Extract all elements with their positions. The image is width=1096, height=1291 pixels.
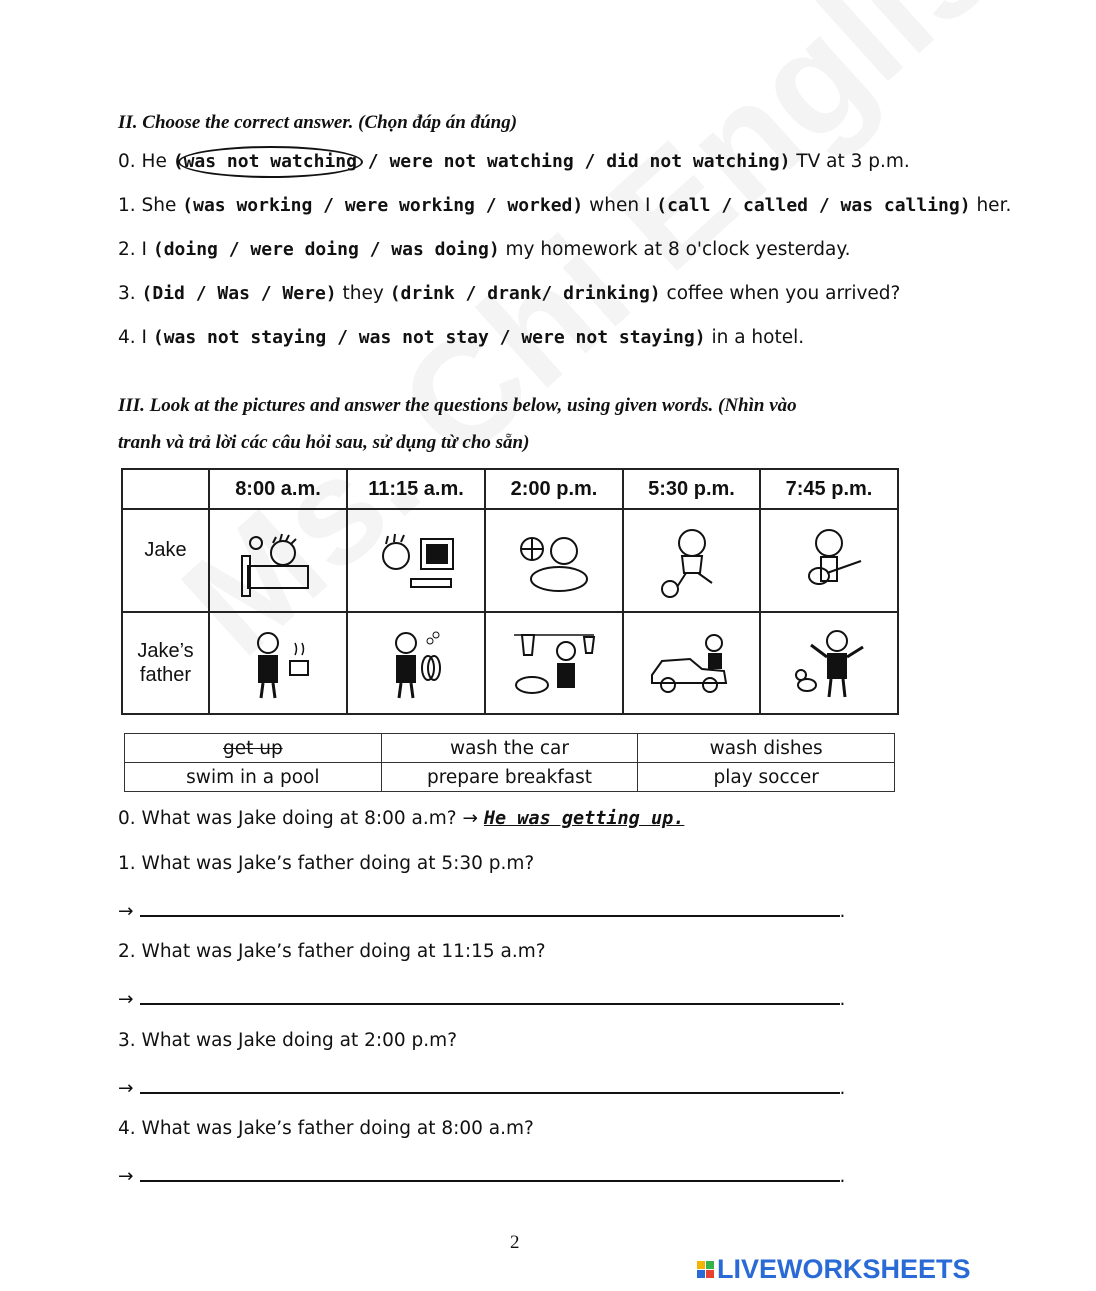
item-prefix: 3. [118, 283, 142, 304]
options-group[interactable]: (doing / were doing / was doing) [152, 239, 500, 260]
arrow-icon: → [118, 989, 134, 1010]
question-row-0 [118, 151, 910, 172]
item-prefix: 0. He [118, 151, 173, 172]
jake-waking-up-icon [209, 509, 347, 611]
father-dog-icon [760, 612, 898, 714]
section-3-title-line2: tranh và trả lời các câu hỏi sau, sử dụng từ cho sẵn) [118, 432, 530, 453]
word-bank-row [125, 734, 895, 763]
question-row-2 [118, 239, 851, 260]
word-bank-cell: wash the car [381, 734, 638, 763]
options-group[interactable]: (drink / drank/ drinking) [389, 283, 661, 304]
options-group[interactable]: (was not watching / were not watching / did not watching) [172, 151, 791, 172]
father-laundry-icon [485, 612, 623, 714]
options-group[interactable]: (call / called / was calling) [656, 195, 971, 216]
word-bank-row [125, 763, 895, 792]
word-bank-table [124, 733, 895, 792]
row-label-line1: Jake’s [137, 639, 194, 662]
liveworksheets-logo[interactable] [697, 1254, 971, 1285]
jake-eating-icon [485, 509, 623, 611]
answer-line-4[interactable] [118, 1162, 845, 1187]
options-group[interactable]: (was not staying / was not stay / were not staying) [152, 327, 706, 348]
item-suffix: her. [970, 195, 1012, 216]
item-prefix: 4. I [118, 327, 153, 348]
item-suffix: my homework at 8 o'clock yesterday. [499, 239, 851, 260]
father-car-icon [623, 612, 760, 714]
question-4: 4. What was Jake’s father doing at 8:00 a.m? [118, 1118, 534, 1139]
word-bank-cell: get up [125, 734, 382, 763]
answer-line-1[interactable] [118, 897, 845, 922]
example-answer: He was getting up. [483, 808, 685, 829]
picture-table [121, 468, 899, 715]
item-suffix: in a hotel. [705, 327, 805, 348]
time-header: 5:30 p.m. [623, 469, 760, 509]
time-header: 7:45 p.m. [760, 469, 898, 509]
row-label-line2: father [139, 663, 192, 686]
jake-computer-icon [347, 509, 485, 611]
section-3-title-line1: III. Look at the pictures and answer the questions below, using given words. (Nhìn vào [118, 395, 797, 416]
item-prefix: 1. She [118, 195, 183, 216]
logo-text: LIVEWORKSHEETS [717, 1254, 971, 1284]
page-number: 2 [510, 1232, 520, 1253]
logo-squares-icon [697, 1261, 714, 1278]
jake-guitar-icon [760, 509, 898, 611]
full-stop: . [839, 1166, 846, 1187]
time-header: 8:00 a.m. [209, 469, 347, 509]
row-label-jake: Jake [122, 509, 209, 611]
arrow-icon: → [118, 901, 134, 922]
question-row-3 [118, 283, 900, 304]
question-row-4 [118, 327, 804, 348]
jake-soccer-icon [623, 509, 760, 611]
answer-blank[interactable] [140, 1162, 840, 1182]
jake-row [122, 509, 898, 611]
word-bank-cell: wash dishes [638, 734, 895, 763]
options-group[interactable]: (was working / were working / worked) [182, 195, 584, 216]
corner-cell [122, 469, 209, 509]
options-group[interactable]: (Did / Was / Were) [141, 283, 337, 304]
full-stop: . [839, 989, 846, 1010]
question-row-1 [118, 195, 1011, 216]
item-middle: they [336, 283, 390, 304]
father-row [122, 612, 898, 714]
full-stop: . [839, 901, 846, 922]
father-cooking-icon [209, 612, 347, 714]
item-middle: when I [583, 195, 657, 216]
section-2-title: II. Choose the correct answer. (Chọn đáp án đúng) [118, 112, 518, 133]
arrow-icon: → [118, 1078, 134, 1099]
full-stop: . [839, 1078, 846, 1099]
word-bank-cell: prepare breakfast [381, 763, 638, 792]
time-header: 11:15 a.m. [347, 469, 485, 509]
arrow-icon: → [118, 1166, 134, 1187]
answer-line-2[interactable] [118, 985, 845, 1010]
question-3: 3. What was Jake doing at 2:00 p.m? [118, 1030, 458, 1051]
row-label-father [122, 612, 209, 714]
answer-blank[interactable] [140, 1074, 840, 1094]
answer-line-3[interactable] [118, 1074, 845, 1099]
item-suffix: coffee when you arrived? [660, 283, 901, 304]
circled-answer: was not watching [183, 151, 357, 172]
item-prefix: 2. I [118, 239, 153, 260]
time-header-row [122, 469, 898, 509]
word-bank-cell: swim in a pool [125, 763, 382, 792]
time-header: 2:00 p.m. [485, 469, 623, 509]
word-bank-cell: play soccer [638, 763, 895, 792]
answer-blank[interactable] [140, 897, 840, 917]
question-1: 1. What was Jake’s father doing at 5:30 p.m? [118, 853, 535, 874]
question-2: 2. What was Jake’s father doing at 11:15 a.m? [118, 941, 546, 962]
item-suffix: TV at 3 p.m. [790, 151, 910, 172]
question-text: 0. What was Jake doing at 8:00 a.m? → [118, 808, 484, 829]
answer-blank[interactable] [140, 985, 840, 1005]
father-dishes-icon [347, 612, 485, 714]
example-question [118, 808, 684, 829]
